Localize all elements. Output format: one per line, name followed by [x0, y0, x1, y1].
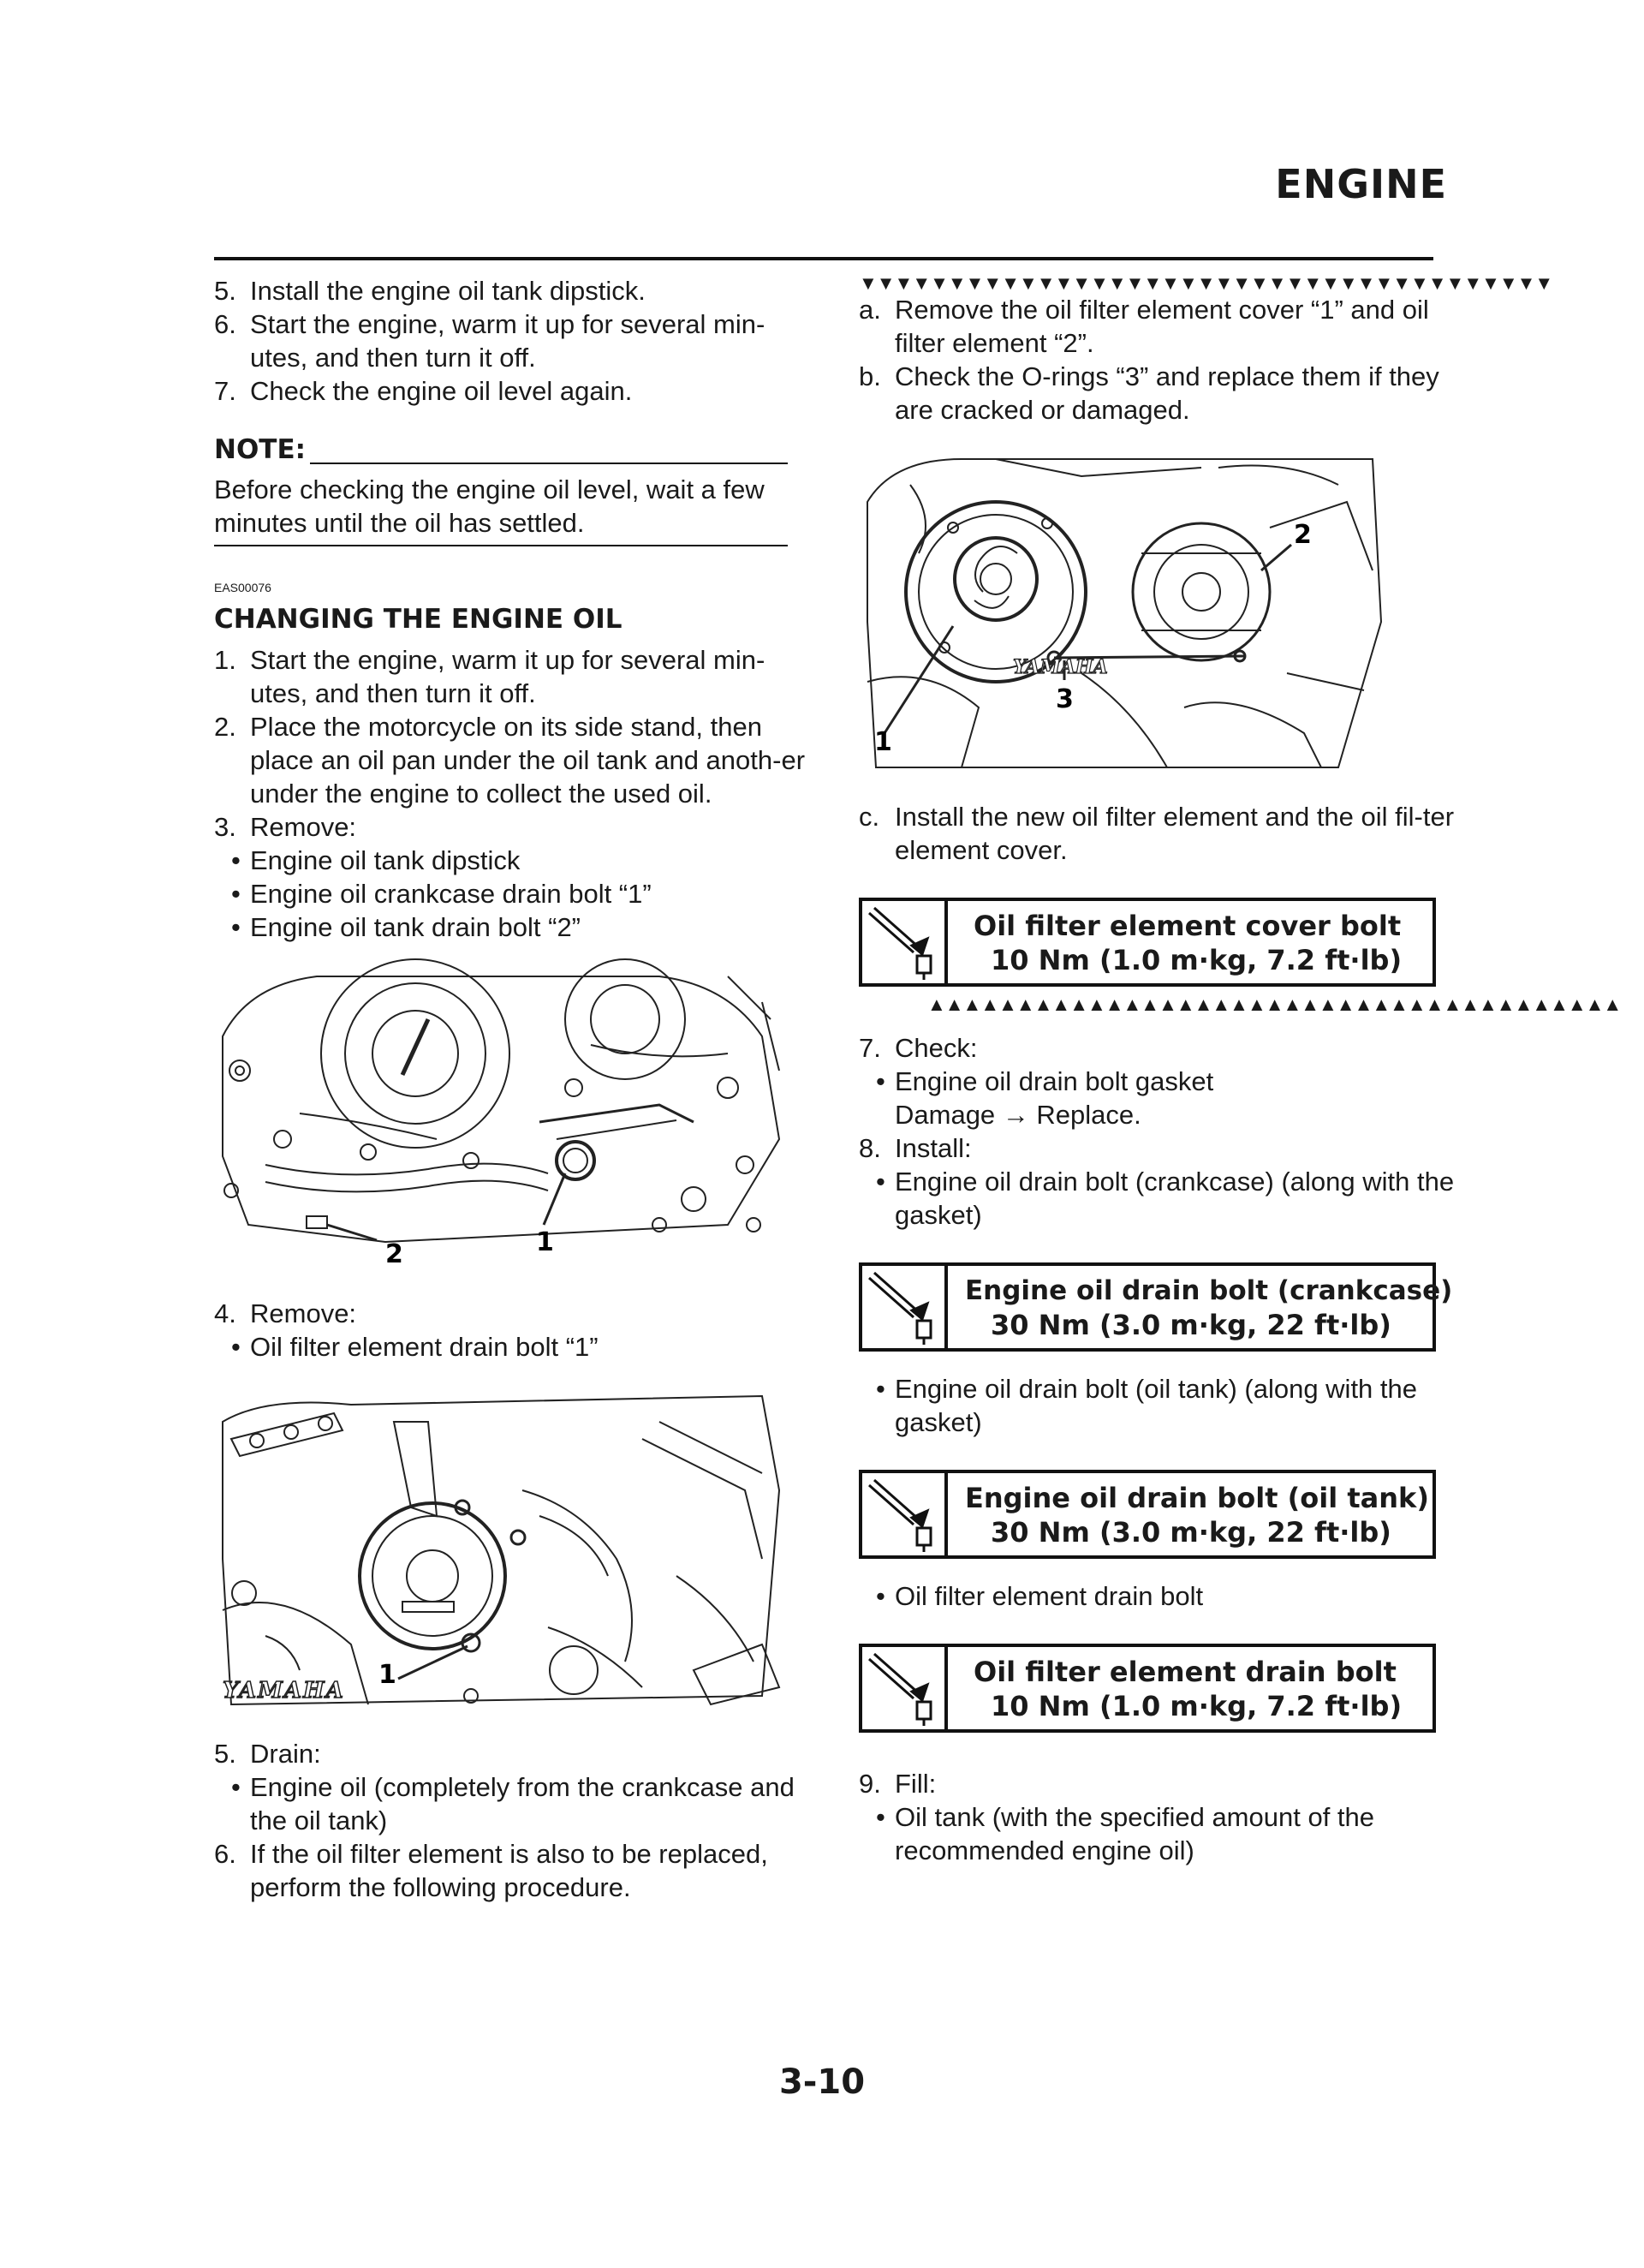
reference-code: EAS00076	[214, 581, 271, 594]
spec-value: 30 Nm (3.0 m·kg, 22 ft·lb)	[991, 1309, 1391, 1341]
callout-1: 1	[378, 1660, 396, 1690]
list-item: 8. Install:	[859, 1133, 972, 1163]
spec-name: Oil filter element drain bolt	[974, 1656, 1397, 1688]
torque-spec-box	[859, 1644, 1436, 1733]
note-heading: NOTE:	[214, 433, 788, 468]
engine-crankcase-illustration	[214, 968, 788, 1273]
list-item: 6. Start the engine, warm it up for several min-utes, and then turn it off.	[214, 309, 765, 373]
oil-filter-element-illustration	[859, 451, 1390, 776]
oil-filter-drain-illustration	[214, 1388, 788, 1713]
list-item: 7. Check the engine oil level again.	[214, 376, 633, 406]
list-item: 3. Remove:	[214, 812, 357, 842]
list-item: b. Check the O-rings “3” and replace them if they are cracked or damaged.	[859, 361, 1439, 425]
callout-1: 1	[874, 727, 892, 757]
sub-item: Damage → Replace.	[895, 1100, 1141, 1130]
list-item: 5. Install the engine oil tank dipstick.	[214, 276, 646, 306]
bullet-item: • Engine oil tank drain bolt “2”	[231, 912, 581, 942]
list-item: 5. Drain:	[214, 1739, 321, 1769]
section-title: CHANGING THE ENGINE OIL	[214, 604, 622, 635]
note-text: Before checking the engine oil level, wait a few minutes until the oil has settled.	[214, 468, 788, 546]
torque-wrench-icon	[862, 901, 948, 983]
brand-logo: YAMAHA	[1013, 656, 1108, 678]
page-title: ENGINE	[1275, 161, 1447, 207]
list-item: 4. Remove:	[214, 1298, 357, 1328]
header-rule	[214, 257, 1433, 260]
spec-name: Engine oil drain bolt (crankcase)	[965, 1275, 1453, 1306]
left-column	[214, 274, 813, 1904]
bullet-item: • Engine oil tank dipstick	[231, 845, 521, 875]
spec-value: 10 Nm (1.0 m·kg, 7.2 ft·lb)	[991, 944, 1403, 976]
brand-logo: YAMAHA	[223, 1678, 345, 1704]
bullet-item: • Engine oil drain bolt (oil tank) (along with the gasket)	[876, 1374, 1418, 1437]
torque-wrench-icon	[862, 1266, 948, 1348]
bullet-item: • Engine oil drain bolt (crankcase) (along with the gasket)	[876, 1167, 1455, 1230]
procedure-start-marks: ▼▼▼▼▼▼▼▼▼▼▼▼▼▼▼▼▼▼▼▼▼▼▼▼▼▼▼▼▼▼▼▼▼▼▼▼▼▼▼	[859, 272, 1553, 294]
spec-name: Engine oil drain bolt (oil tank)	[965, 1482, 1429, 1514]
bullet-item: • Oil filter element drain bolt	[876, 1581, 1204, 1611]
list-item: a. Remove the oil filter element cover “1” and oil filter element “2”.	[859, 295, 1429, 358]
spec-value: 10 Nm (1.0 m·kg, 7.2 ft·lb)	[991, 1690, 1403, 1722]
list-item: 1. Start the engine, warm it up for several min-utes, and then turn it off.	[214, 645, 765, 708]
callout-3: 3	[1056, 684, 1074, 714]
list-item: 2. Place the motorcycle on its side stand, then place an oil pan under the oil tank and anoth-er under the engine to collect the used oil.	[214, 712, 806, 809]
callout-2: 2	[1294, 520, 1312, 550]
torque-spec-box	[859, 1470, 1436, 1559]
bullet-item: • Engine oil drain bolt gasket	[876, 1066, 1214, 1096]
callout-2: 2	[385, 1239, 403, 1269]
spec-value: 30 Nm (3.0 m·kg, 22 ft·lb)	[991, 1516, 1391, 1549]
bullet-item: • Engine oil crankcase drain bolt “1”	[231, 879, 652, 909]
bullet-item: • Engine oil (completely from the crankcase and the oil tank)	[231, 1772, 795, 1835]
page-number: 3-10	[778, 2062, 866, 2102]
bullet-item: • Oil tank (with the specified amount of the recommended engine oil)	[876, 1802, 1375, 1865]
callout-1: 1	[536, 1227, 554, 1257]
spec-name: Oil filter element cover bolt	[974, 910, 1402, 942]
list-item: c. Install the new oil filter element and the oil fil-ter element cover.	[859, 802, 1455, 865]
right-column	[859, 272, 1622, 1867]
torque-wrench-icon	[862, 1473, 948, 1555]
procedure-end-marks: ▲▲▲▲▲▲▲▲▲▲▲▲▲▲▲▲▲▲▲▲▲▲▲▲▲▲▲▲▲▲▲▲▲▲▲▲▲▲▲	[927, 994, 1622, 1015]
bullet-item: • Oil filter element drain bolt “1”	[231, 1332, 599, 1362]
torque-wrench-icon	[862, 1647, 948, 1729]
list-item: 9. Fill:	[859, 1769, 937, 1799]
torque-spec-box	[859, 1262, 1453, 1352]
torque-spec-box	[859, 898, 1436, 987]
list-item: 7. Check:	[859, 1033, 978, 1063]
list-item: 6. If the oil filter element is also to be replaced, perform the following procedure.	[214, 1839, 768, 1902]
